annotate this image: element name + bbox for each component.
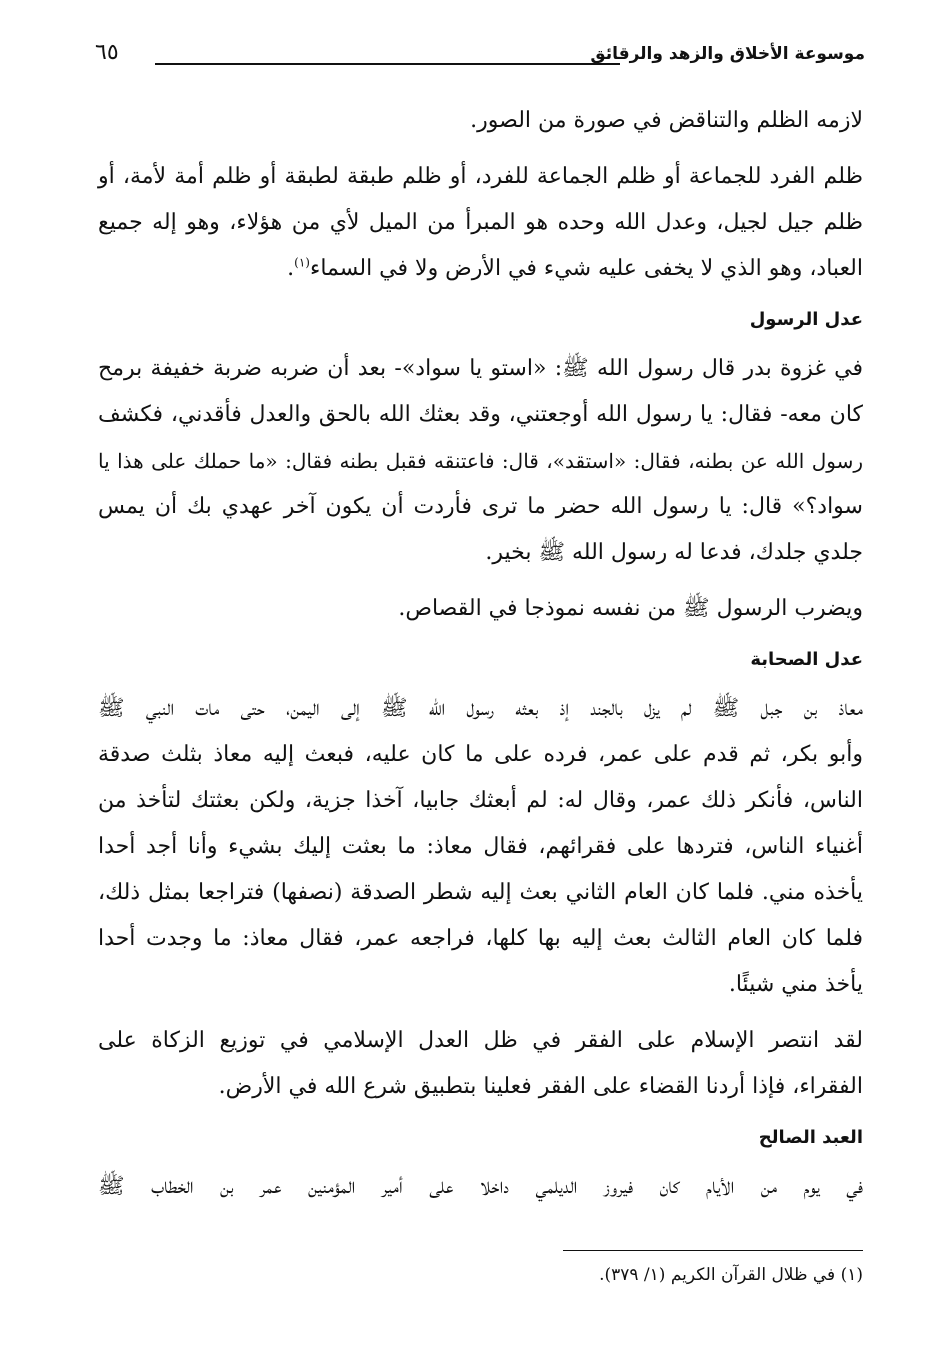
running-header	[95, 40, 865, 76]
text-line: لازمه الظلم والتناقض في صورة من الصور.	[470, 108, 863, 133]
text-line: في يوم من الأيام كان فيروز الديلمي داخلا على أمير المؤمنين عمر بن الخطاب ﷺ	[98, 1174, 863, 1199]
text-line: سواد؟» قال: يا رسول الله حضر ما ترى فأردت أن يكون آخر عهدي بك أن يمس	[98, 494, 863, 519]
paragraph-1	[98, 98, 863, 144]
paragraph-2	[98, 154, 863, 292]
text-line: أغنياء الناس، فتردها على فقرائهم، فقال معاذ: ما بعثت إليك بشيء وأنا أجد أحدا	[98, 834, 863, 859]
text-line: لقد انتصر الإسلام على الفقر في ظل العدل الإسلامي في توزيع الزكاة على	[98, 1028, 863, 1053]
paragraph-5	[98, 686, 863, 1008]
footnote-separator	[563, 1250, 863, 1251]
paragraph-7	[98, 1164, 863, 1210]
footnote	[98, 1262, 863, 1288]
heading-righteous-servant: العبد الصالح	[758, 1127, 863, 1148]
text-line: كان معه- فقال: يا رسول الله أوجعتني، وقد بعثك الله بالحق والعدل فأقدني، فكشف	[98, 402, 863, 427]
text-line: ظلم جيل لجيل، وعدل الله وحده هو المبرأ من الميل لأي من هؤلاء، وهو إله جميع	[98, 210, 863, 235]
text-line-with-note	[98, 246, 863, 292]
footnote-text: في ظلال القرآن الكريم (١/ ٣٧٩).	[599, 1265, 836, 1285]
header-title: موسوعة الأخلاق والزهد والرقائق	[590, 44, 865, 64]
page-number: ٦٥	[95, 40, 119, 65]
header-rule	[155, 63, 620, 65]
text-line: ظلم الفرد للجماعة أو ظلم الجماعة للفرد، أو ظلم طبقة لطبقة أو ظلم أمة لأمة، أو	[98, 164, 863, 189]
footnote-marker: (١)	[840, 1265, 863, 1285]
text-line: ويضرب الرسول ﷺ من نفسه نموذجا في القصاص.	[398, 596, 863, 621]
text-line: يأخذ مني شيئًا.	[728, 972, 863, 997]
text-line: رسول الله عن بطنه، فقال: «استقد»، قال: فاعتنقه فقبل بطنه فقال: «ما حملك على هذا يا	[98, 449, 863, 473]
text-line: الفقراء، فإذا أردنا القضاء على الفقر فعلينا بتطبيق شرع الله في الأرض.	[218, 1074, 863, 1099]
text-line: فلما كان العام الثالث بعث إليه بها كلها، فراجعه عمر، فقال معاذ: ما وجدت أحدا	[98, 926, 863, 951]
text-line: العباد، وهو الذي لا يخفى عليه شيء في الأرض ولا في السماء	[309, 256, 863, 281]
text-line: معاذ بن جبل ﷺ لم يزل بالجند إذ بعثه رسول الله ﷺ إلى اليمن، حتى مات النبي ﷺ	[98, 696, 863, 721]
paragraph-6	[98, 1018, 863, 1110]
paragraph-4	[98, 586, 863, 632]
text-line: الناس، فأنكر ذلك عمر، وقال له: لم أبعثك جابيا، آخذا جزية، ولكن بعثتك لتأخذ من	[98, 788, 863, 813]
text-line: جلدي جلدك، فدعا له رسول الله ﷺ بخير.	[485, 540, 863, 565]
text-line: في غزوة بدر قال رسول الله ﷺ: «استو يا سواد»- بعد أن ضربه ضربة خفيفة برمح	[98, 356, 863, 381]
text-line: يأخذه مني. فلما كان العام الثاني بعث إليه شطر الصدقة (نصفها) فتراجعا بمثل ذلك،	[98, 880, 863, 905]
main-text	[98, 98, 863, 1220]
heading-prophet-justice: عدل الرسول	[749, 309, 863, 330]
heading-companions-justice: عدل الصحابة	[750, 649, 863, 670]
paragraph-3	[98, 346, 863, 576]
footnote-reference[interactable]: (١)	[294, 255, 310, 270]
sentence-end: .	[287, 256, 295, 281]
text-line: وأبو بكر، ثم قدم على عمر، فرده على ما كان عليه، فبعث إليه معاذ بثلث صدقة	[98, 742, 863, 767]
